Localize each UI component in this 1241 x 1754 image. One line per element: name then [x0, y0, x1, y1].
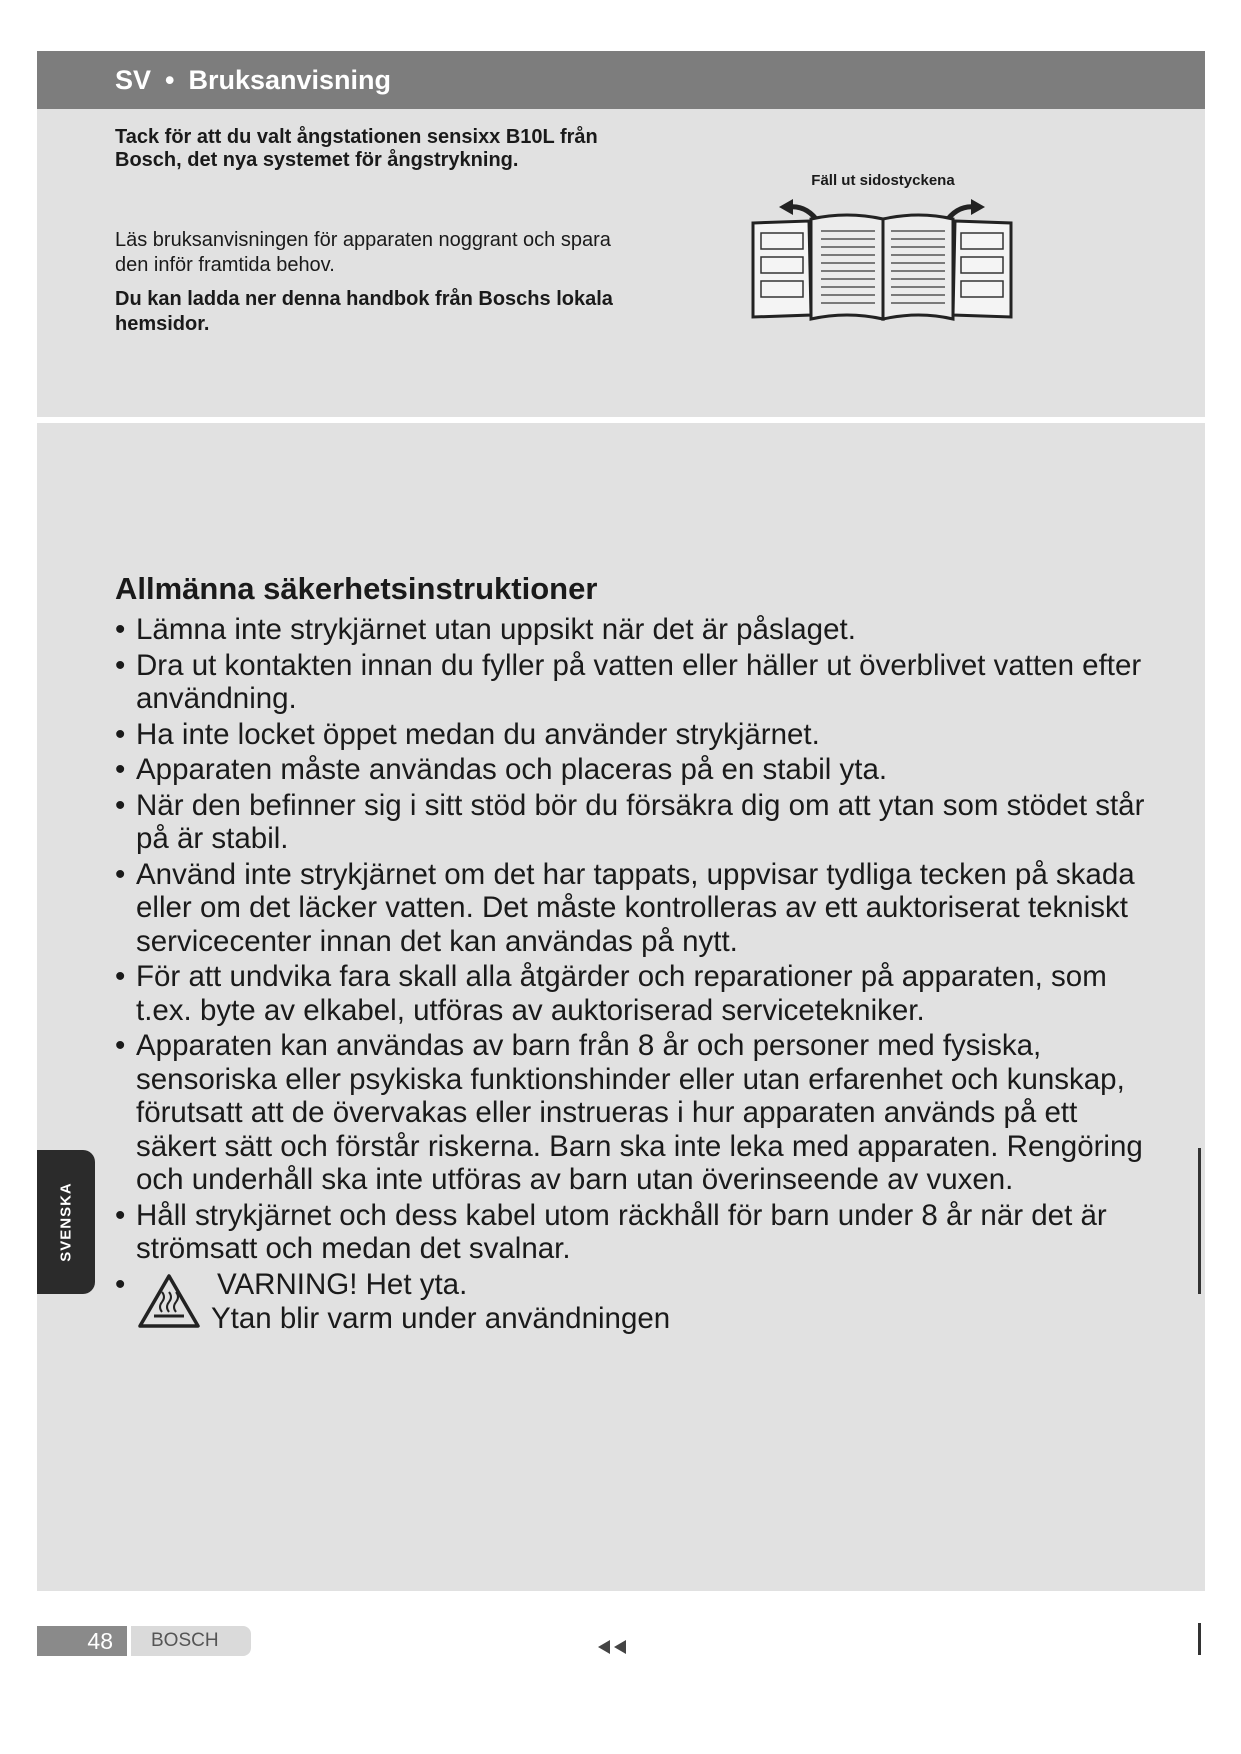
- bullet: •: [115, 753, 126, 786]
- bullet: •: [115, 1198, 126, 1232]
- list-item: • Använd inte strykjärnet om det har tappats, uppvisar tydliga tecken på skada eller om det läcker vatten. Det måste kontrolleras av ett auktoriserat tekniskt servicecenter innan det kan användas på nytt.: [115, 857, 1135, 958]
- safety-list: [115, 613, 1155, 1344]
- intro-download-note: Du kan ladda ner denna handbok från Boschs lokala hemsidor.: [115, 288, 613, 335]
- intro-box: [37, 109, 1205, 417]
- double-left-arrow-icon[interactable]: [598, 1639, 630, 1655]
- margin-marker: [1198, 1148, 1201, 1294]
- bullet: •: [115, 788, 126, 822]
- open-booklet-icon: [749, 197, 1017, 325]
- bullet: •: [115, 960, 126, 993]
- bullet: •: [115, 857, 126, 891]
- warning-text: Ytan blir varm under användningen: [211, 1301, 671, 1335]
- brand-label: BOSCH: [131, 1626, 251, 1656]
- list-item: • Dra ut kontakten innan du fyller på vatten eller häller ut överblivet vatten efter användning.: [115, 648, 1142, 715]
- header-title: Bruksanvisning: [188, 64, 392, 95]
- bullet: •: [115, 1267, 126, 1301]
- list-item: • När den befinner sig i sitt stöd bör du försäkra dig om att ytan som stödet står på är stabil.: [115, 788, 1145, 855]
- intro-thanks: Tack för att du valt ångstationen sensixx B10L från Bosch, det nya systemet för ångstrykning.: [115, 126, 598, 171]
- bullet: •: [115, 717, 126, 751]
- language-code: SV: [115, 64, 152, 95]
- language-side-tab: [37, 1150, 95, 1294]
- header-separator: •: [165, 64, 175, 95]
- figure-caption: Fäll ut sidostyckena: [811, 172, 955, 189]
- list-item: • Håll strykjärnet och dess kabel utom räckhåll för barn under 8 år när det är strömsatt och medan det svalnar.: [115, 1198, 1107, 1265]
- bullet: •: [115, 1029, 126, 1062]
- list-item: • Apparaten kan användas av barn från 8 år och personer med fysiska, sensoriska eller psykiska funktionshinder eller utan erfarenhet och kunskap, förutsatt att de övervakas eller instrueras i hur apparaten används på ett säkert sätt och förstår riskerna. Barn ska inte leka med apparaten. Rengöring och underhåll ska inte utföras av barn utan överinseende av vuxen.: [115, 1029, 1143, 1196]
- warning-item: [115, 1268, 1155, 1342]
- header-bar: [37, 51, 1205, 109]
- hot-surface-warning-icon: [136, 1272, 202, 1330]
- list-item: • Lämna inte strykjärnet utan uppsikt när det är påslaget.: [115, 613, 856, 646]
- intro-read-note: Läs bruksanvisningen för apparaten noggrant och spara den inför framtida behov.: [115, 229, 611, 276]
- side-tab-label: SVENSKA: [57, 1182, 75, 1262]
- list-item: • Ha inte locket öppet medan du använder strykjärnet.: [115, 717, 820, 751]
- bullet: •: [115, 648, 126, 682]
- list-item: • För att undvika fara skall alla åtgärder och reparationer på apparaten, som t.ex. byte av elkabel, utföras av auktoriserad servicetekniker.: [115, 960, 1107, 1027]
- page-number: 48: [37, 1626, 127, 1656]
- list-item: • Apparaten måste användas och placeras på en stabil yta.: [115, 753, 888, 786]
- safety-title: Allmänna säkerhetsinstruktioner: [115, 571, 598, 606]
- bullet: •: [115, 613, 126, 646]
- safety-section: [37, 423, 1205, 1591]
- warning-title: VARNING! Het yta.: [217, 1267, 468, 1301]
- margin-marker: [1198, 1623, 1201, 1655]
